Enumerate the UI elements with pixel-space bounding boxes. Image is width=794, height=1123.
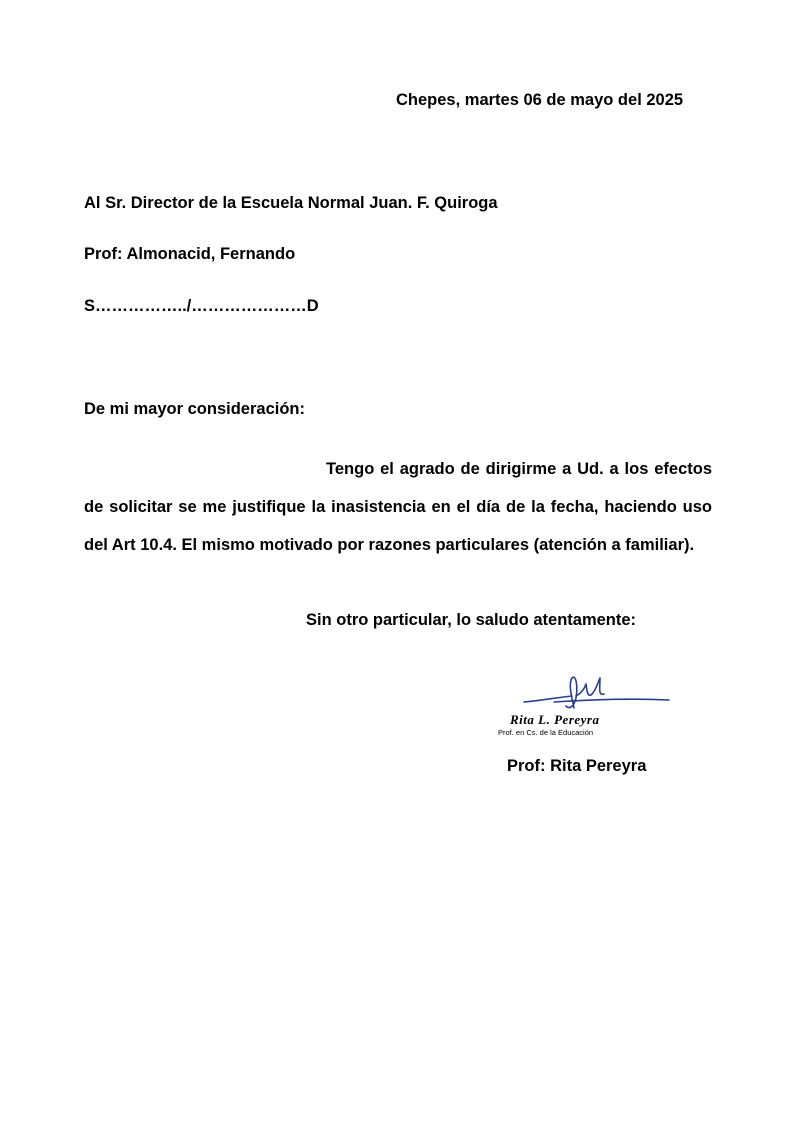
recipient-name-line: Prof: Almonacid, Fernando bbox=[84, 245, 296, 263]
recipient-line: Al Sr. Director de la Escuela Normal Juan. F. Quiroga bbox=[84, 194, 498, 212]
signer-line: Prof: Rita Pereyra bbox=[507, 757, 647, 775]
date-line: Chepes, martes 06 de mayo del 2025 bbox=[396, 91, 684, 109]
signature-name: Rita L. Pereyra bbox=[510, 712, 600, 727]
signature-block bbox=[494, 672, 674, 742]
body-paragraph bbox=[84, 450, 712, 564]
greeting-line: De mi mayor consideración: bbox=[84, 400, 305, 418]
closing-line: Sin otro particular, lo saludo atentamente: bbox=[306, 611, 637, 629]
body-text: Tengo el agrado de dirigirme a Ud. a los efectos de solicitar se me justifique la inasistencia en el día de la fecha, haciendo uso del Art 10.4. El mismo motivado por razones particulares (atención a familiar). bbox=[84, 460, 712, 554]
salutation-sd-line: S……………../…………………D bbox=[84, 297, 319, 315]
signature-title: Prof. en Cs. de la Educación bbox=[498, 728, 594, 737]
